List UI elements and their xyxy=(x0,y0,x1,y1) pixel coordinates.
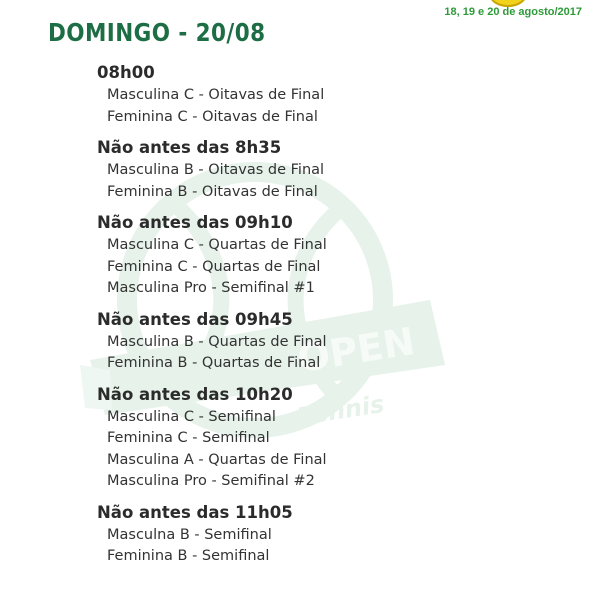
match-item: Feminina B - Semifinal xyxy=(107,548,270,564)
schedule-slot xyxy=(97,62,517,128)
match-item: Masculina Pro - Semifinal #1 xyxy=(107,280,315,296)
schedule-list xyxy=(97,62,517,577)
match-item: Feminina C - Semifinal xyxy=(107,430,270,446)
schedule-slot xyxy=(97,137,517,203)
match-item: Masculina C - Quartas de Final xyxy=(107,237,327,253)
match-item: Masculina Pro - Semifinal #2 xyxy=(107,473,315,489)
watermark-open-text: OPEN xyxy=(294,318,418,381)
schedule-slot xyxy=(97,502,517,568)
schedule-slot xyxy=(97,212,517,300)
match-item: Masculina B - Quartas de Final xyxy=(107,333,327,350)
watermark-tennis-text: Tennis xyxy=(296,389,387,431)
match-item: Masculna B - Semifinal xyxy=(107,526,272,543)
event-dates: 18, 19 e 20 de agosto/2017 xyxy=(444,6,582,18)
slot-time: 08h00 xyxy=(97,63,155,82)
match-item: Masculina C - Oitavas de Final xyxy=(107,87,325,103)
slot-time: Não antes das 09h10 xyxy=(97,213,293,232)
slot-time: Não antes das 11h05 xyxy=(97,502,293,522)
schedule-slot xyxy=(97,384,517,493)
slot-time: Não antes das 10h20 xyxy=(97,384,293,404)
match-item: Feminina B - Quartas de Final xyxy=(107,355,321,371)
slot-time: Não antes das 8h35 xyxy=(97,138,282,157)
match-item: Feminina C - Oitavas de Final xyxy=(107,108,318,125)
match-item: Masculina C - Semifinal xyxy=(107,408,276,425)
schedule-slot xyxy=(97,309,517,375)
match-item: Masculina A - Quartas de Final xyxy=(107,451,327,468)
page-title: DOMINGO - 20/08 xyxy=(48,18,266,47)
match-item: Feminina B - Oitavas de Final xyxy=(107,183,318,200)
match-item: Feminina C - Quartas de Final xyxy=(107,258,321,275)
match-item: Masculina B - Oitavas de Final xyxy=(107,162,325,178)
slot-time: Não antes das 09h45 xyxy=(97,309,293,329)
